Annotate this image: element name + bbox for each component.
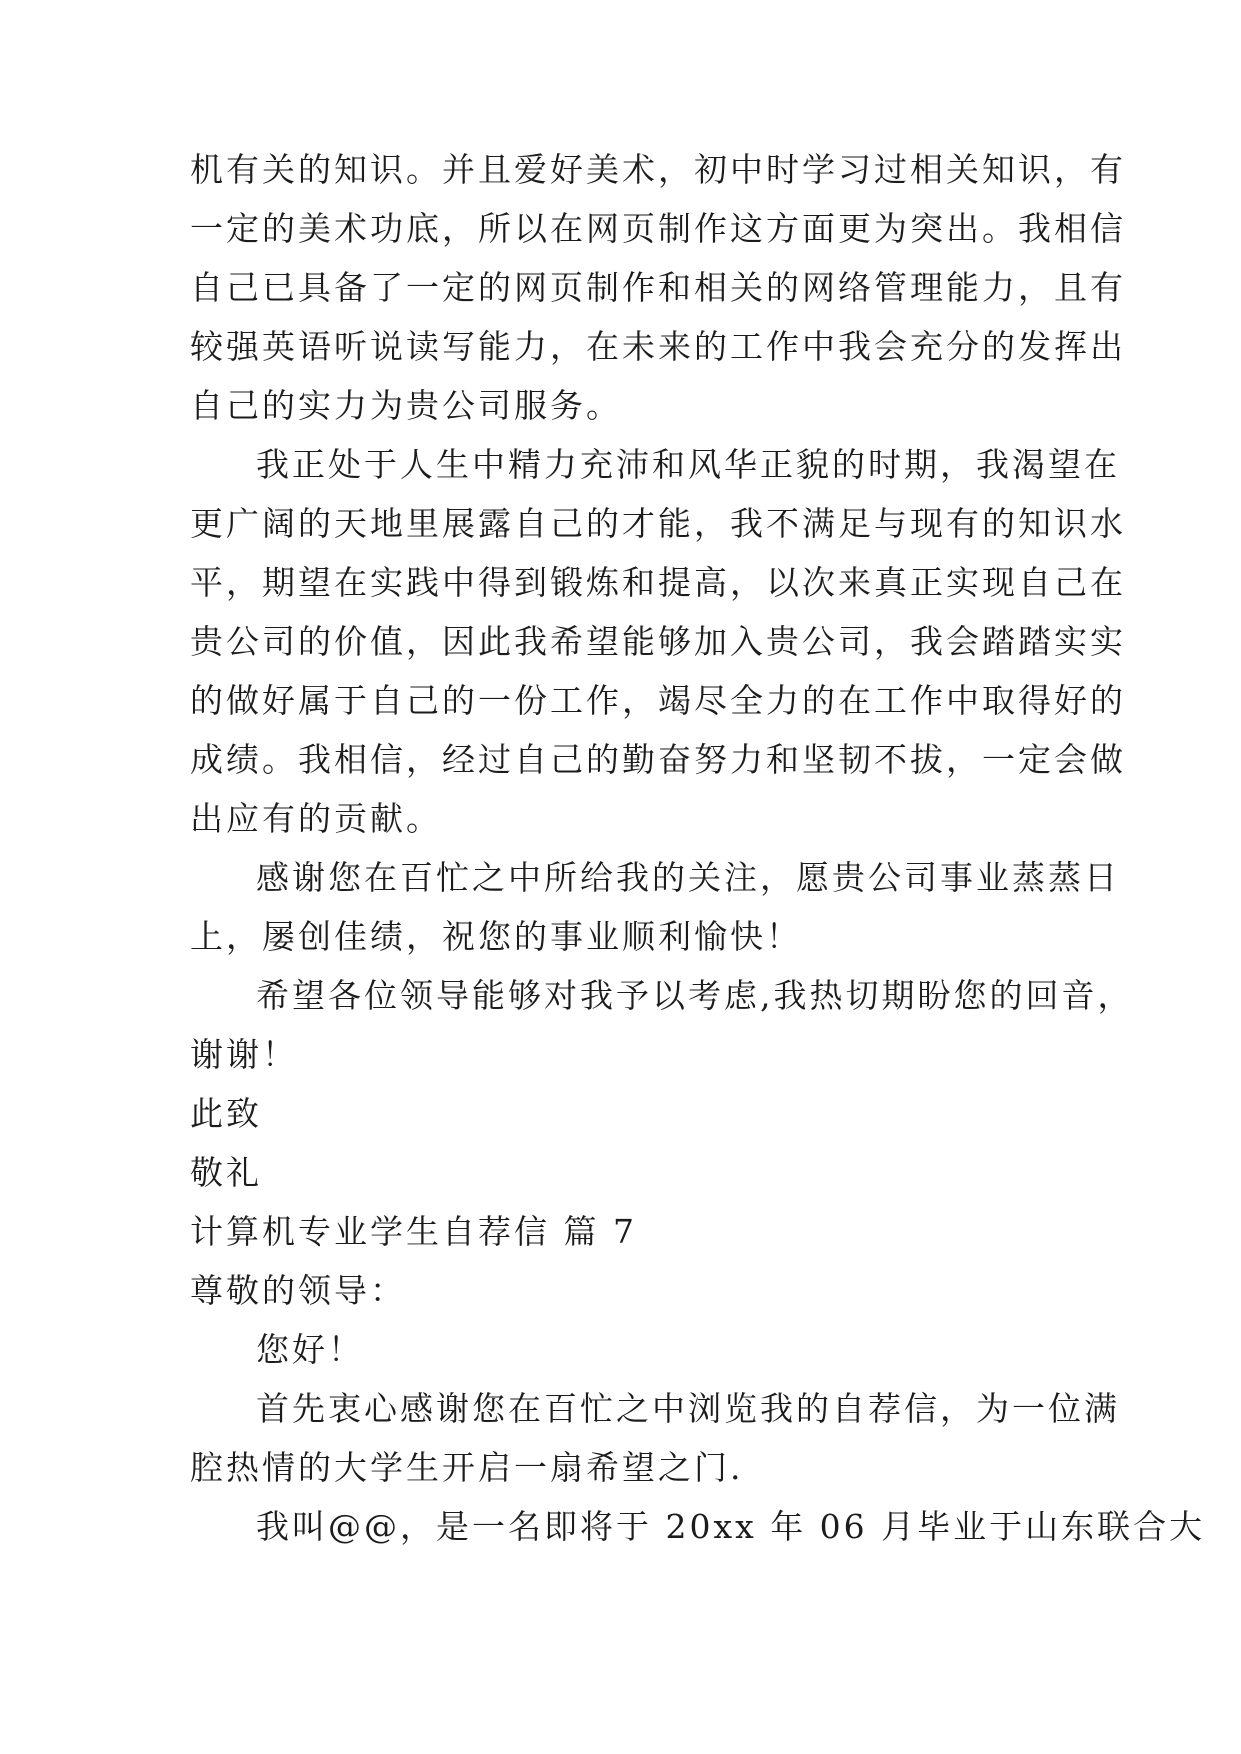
text-line: 尊敬的领导： (190, 1271, 406, 1310)
text-line: 上，屡创佳绩，祝您的事业顺利愉快！ (190, 917, 802, 956)
text-line: 希望各位领导能够对我予以考虑,我热切期盼您的回音， (256, 976, 1134, 1015)
text-line: 腔热情的大学生开启一扇希望之门. (190, 1448, 744, 1487)
text-line: 成绩。我相信，经过自己的勤奋努力和坚韧不拔，一定会做 (190, 740, 1126, 779)
text-line: 机有关的知识。并且爱好美术，初中时学习过相关知识，有 (190, 150, 1126, 189)
text-line: 首先衷心感谢您在百忙之中浏览我的自荐信，为一位满 (256, 1389, 1120, 1428)
text-line: 我正处于人生中精力充沛和风华正貌的时期，我渴望在 (256, 445, 1120, 484)
text-line: 较强英语听说读写能力，在未来的工作中我会充分的发挥出 (190, 327, 1126, 366)
text-line: 敬礼 (190, 1153, 262, 1192)
section-heading: 计算机专业学生自荐信 篇 7 (190, 1212, 637, 1251)
text-line: 您好！ (256, 1330, 364, 1369)
text-line: 我叫@@，是一名即将于 20xx 年 06 月毕业于山东联合大 (256, 1507, 1206, 1546)
text-line: 的做好属于自己的一份工作，竭尽全力的在工作中取得好的 (190, 681, 1126, 720)
text-line: 感谢您在百忙之中所给我的关注，愿贵公司事业蒸蒸日 (256, 858, 1120, 897)
text-line: 出应有的贡献。 (190, 799, 442, 838)
text-line: 此致 (190, 1094, 262, 1133)
text-line: 贵公司的价值，因此我希望能够加入贵公司，我会踏踏实实 (190, 622, 1126, 661)
text-line: 谢谢！ (190, 1035, 298, 1074)
text-line: 更广阔的天地里展露自己的才能，我不满足与现有的知识水 (190, 504, 1126, 543)
text-line: 自己的实力为贵公司服务。 (190, 386, 622, 425)
text-line: 一定的美术功底，所以在网页制作这方面更为突出。我相信 (190, 209, 1126, 248)
text-line: 平，期望在实践中得到锻炼和提高，以次来真正实现自己在 (190, 563, 1126, 602)
text-line: 自己已具备了一定的网页制作和相关的网络管理能力，且有 (190, 268, 1126, 307)
